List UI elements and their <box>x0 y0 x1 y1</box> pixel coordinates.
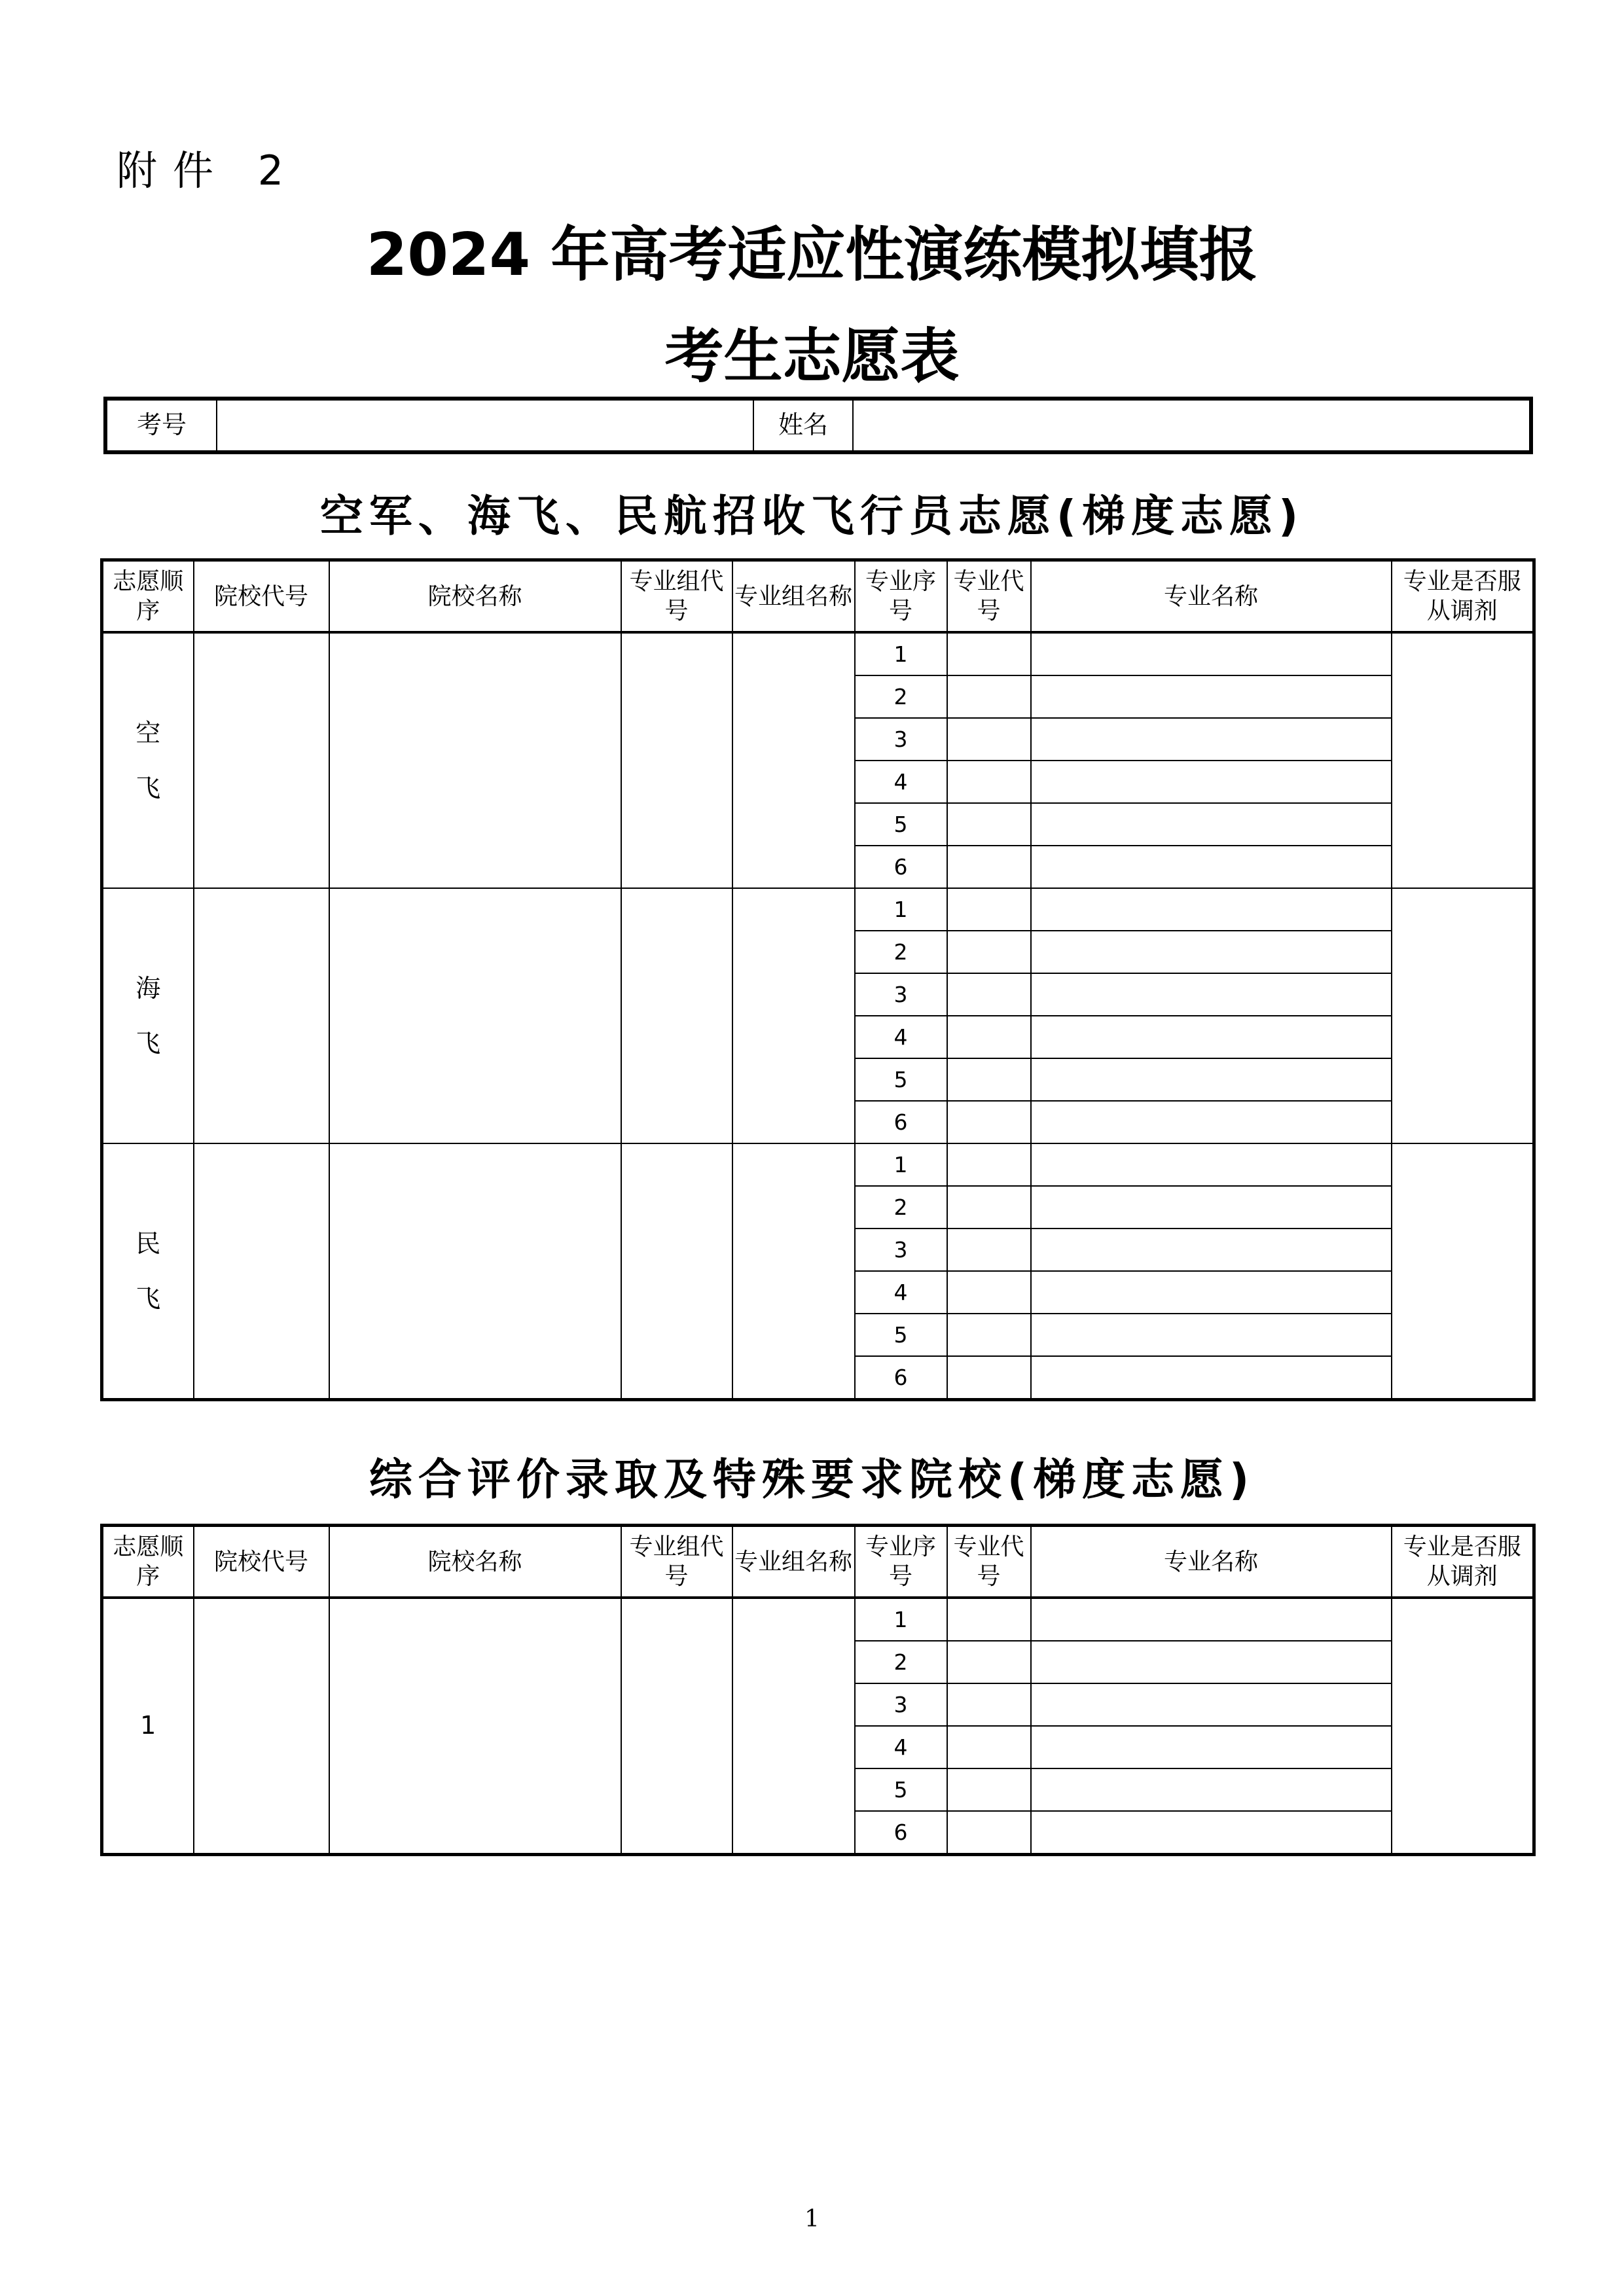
group-code-field[interactable] <box>621 632 732 888</box>
major-seq-cell: 1 <box>855 1143 947 1186</box>
wish-order-cell <box>102 1598 194 1855</box>
page-subtitle: 考生志愿表 <box>664 322 960 391</box>
table-header-row <box>102 560 1534 633</box>
major-code-field[interactable] <box>947 1229 1031 1271</box>
major-name-field[interactable] <box>1031 931 1392 973</box>
major-seq-cell: 6 <box>855 846 947 888</box>
major-seq-cell: 5 <box>855 1058 947 1101</box>
major-code-field[interactable] <box>947 1726 1031 1768</box>
major-code-field[interactable] <box>947 1186 1031 1229</box>
major-seq-cell: 2 <box>855 675 947 718</box>
group-name-field[interactable] <box>732 632 855 888</box>
school-name-field[interactable] <box>329 1598 621 1855</box>
section2-title: 综合评价录取及特殊要求院校(梯度志愿) <box>369 1454 1255 1505</box>
major-seq-cell: 1 <box>855 1598 947 1641</box>
wish-order-cell <box>102 888 194 1143</box>
major-seq-cell: 4 <box>855 1726 947 1768</box>
major-name-field[interactable] <box>1031 1314 1392 1356</box>
school-code-field[interactable] <box>194 888 329 1143</box>
col-header-group-name: 专业组名称 <box>732 560 855 633</box>
major-name-field[interactable] <box>1031 803 1392 846</box>
wish-order-char: 海 <box>135 974 161 1003</box>
major-code-field[interactable] <box>947 888 1031 931</box>
section1-title: 空军、海飞、民航招收飞行员志愿(梯度志愿) <box>319 491 1305 541</box>
col-header-major-code: 专业代号 <box>947 560 1031 633</box>
major-name-field[interactable] <box>1031 1016 1392 1058</box>
group-name-field[interactable] <box>732 888 855 1143</box>
page-number: 1 <box>804 2206 820 2233</box>
major-code-field[interactable] <box>947 931 1031 973</box>
major-seq-cell: 6 <box>855 1356 947 1400</box>
major-code-field[interactable] <box>947 761 1031 803</box>
comprehensive-wish-table <box>100 1524 1536 1856</box>
major-name-field[interactable] <box>1031 1143 1392 1186</box>
group-code-field[interactable] <box>621 888 732 1143</box>
col-header-school-code: 院校代号 <box>194 1526 329 1598</box>
exam-no-label: 考号 <box>105 399 217 452</box>
wish-order-number: 1 <box>140 1711 156 1740</box>
major-seq-cell: 5 <box>855 1314 947 1356</box>
page-title: 2024 年高考适应性演练模拟填报 <box>366 221 1258 289</box>
major-seq-cell: 3 <box>855 1229 947 1271</box>
major-code-field[interactable] <box>947 1143 1031 1186</box>
major-name-field[interactable] <box>1031 1271 1392 1314</box>
major-seq-cell: 3 <box>855 1683 947 1726</box>
major-code-field[interactable] <box>947 675 1031 718</box>
obey-adjust-field[interactable] <box>1392 632 1534 888</box>
major-seq-cell: 5 <box>855 1768 947 1811</box>
wish-order-cell <box>102 632 194 888</box>
major-code-field[interactable] <box>947 1356 1031 1400</box>
major-name-field[interactable] <box>1031 1101 1392 1143</box>
major-seq-cell: 6 <box>855 1101 947 1143</box>
major-seq-cell: 3 <box>855 973 947 1016</box>
wish-order-char: 民 <box>135 1229 161 1258</box>
major-name-field[interactable] <box>1031 718 1392 761</box>
major-seq-cell: 4 <box>855 761 947 803</box>
exam-no-field[interactable] <box>217 399 753 452</box>
major-seq-cell: 4 <box>855 1271 947 1314</box>
col-header-school-code: 院校代号 <box>194 560 329 633</box>
major-name-field[interactable] <box>1031 1683 1392 1726</box>
attachment-label: 附件 2 <box>117 147 300 194</box>
major-seq-cell: 5 <box>855 803 947 846</box>
pilot-wish-table <box>100 558 1536 1401</box>
major-code-field[interactable] <box>947 718 1031 761</box>
wish-order-char: 飞 <box>135 1029 161 1058</box>
major-name-field[interactable] <box>1031 973 1392 1016</box>
major-code-field[interactable] <box>947 1058 1031 1101</box>
major-name-field[interactable] <box>1031 846 1392 888</box>
wish-order-cell <box>102 1143 194 1400</box>
col-header-major-code: 专业代号 <box>947 1526 1031 1598</box>
wish-order-char: 飞 <box>135 774 161 802</box>
major-name-field[interactable] <box>1031 761 1392 803</box>
col-header-major-seq: 专业序号 <box>855 560 947 633</box>
major-name-field[interactable] <box>1031 675 1392 718</box>
major-code-field[interactable] <box>947 1314 1031 1356</box>
school-code-field[interactable] <box>194 1598 329 1855</box>
major-name-field[interactable] <box>1031 1229 1392 1271</box>
major-code-field[interactable] <box>947 632 1031 675</box>
major-code-field[interactable] <box>947 1641 1031 1683</box>
major-code-field[interactable] <box>947 1271 1031 1314</box>
major-code-field[interactable] <box>947 1101 1031 1143</box>
major-code-field[interactable] <box>947 1683 1031 1726</box>
col-header-school-name: 院校名称 <box>329 1526 621 1598</box>
col-header-major-name: 专业名称 <box>1031 1526 1392 1598</box>
major-seq-cell: 6 <box>855 1811 947 1855</box>
table-row <box>102 1598 1534 1641</box>
name-label: 姓名 <box>753 399 853 452</box>
school-code-field[interactable] <box>194 632 329 888</box>
major-seq-cell: 4 <box>855 1016 947 1058</box>
major-name-field[interactable] <box>1031 1641 1392 1683</box>
major-seq-cell: 3 <box>855 718 947 761</box>
major-seq-cell: 2 <box>855 1641 947 1683</box>
major-seq-cell: 1 <box>855 888 947 931</box>
major-name-field[interactable] <box>1031 632 1392 675</box>
table-row <box>102 632 1534 675</box>
group-name-field[interactable] <box>732 1598 855 1855</box>
school-code-field[interactable] <box>194 1143 329 1400</box>
major-name-field[interactable] <box>1031 888 1392 931</box>
wish-order-char: 飞 <box>135 1284 161 1313</box>
school-name-field[interactable] <box>329 888 621 1143</box>
major-code-field[interactable] <box>947 803 1031 846</box>
wish-order-char: 空 <box>135 719 161 747</box>
table-row <box>102 888 1534 931</box>
table-header-row <box>102 1526 1534 1598</box>
col-header-group-name: 专业组名称 <box>732 1526 855 1598</box>
school-name-field[interactable] <box>329 1143 621 1400</box>
group-name-field[interactable] <box>732 1143 855 1400</box>
major-code-field[interactable] <box>947 1768 1031 1811</box>
major-code-field[interactable] <box>947 1016 1031 1058</box>
major-name-field[interactable] <box>1031 1356 1392 1400</box>
col-header-major-name: 专业名称 <box>1031 560 1392 633</box>
major-code-field[interactable] <box>947 1598 1031 1641</box>
major-seq-cell: 1 <box>855 632 947 675</box>
col-header-group-code: 专业组代号 <box>621 1526 732 1598</box>
name-field[interactable] <box>853 399 1531 452</box>
obey-adjust-field[interactable] <box>1392 1598 1534 1855</box>
major-code-field[interactable] <box>947 973 1031 1016</box>
major-name-field[interactable] <box>1031 1811 1392 1855</box>
major-code-field[interactable] <box>947 1811 1031 1855</box>
obey-adjust-field[interactable] <box>1392 888 1534 1143</box>
school-name-field[interactable] <box>329 632 621 888</box>
col-header-wish-order: 志愿顺序 <box>102 560 194 633</box>
major-name-field[interactable] <box>1031 1598 1392 1641</box>
col-header-wish-order: 志愿顺序 <box>102 1526 194 1598</box>
table-row <box>102 1143 1534 1186</box>
major-code-field[interactable] <box>947 846 1031 888</box>
major-name-field[interactable] <box>1031 1186 1392 1229</box>
major-name-field[interactable] <box>1031 1768 1392 1811</box>
major-name-field[interactable] <box>1031 1058 1392 1101</box>
candidate-info-table <box>103 397 1533 454</box>
group-code-field[interactable] <box>621 1143 732 1400</box>
major-name-field[interactable] <box>1031 1726 1392 1768</box>
col-header-major-seq: 专业序号 <box>855 1526 947 1598</box>
group-code-field[interactable] <box>621 1598 732 1855</box>
obey-adjust-field[interactable] <box>1392 1143 1534 1400</box>
major-seq-cell: 2 <box>855 1186 947 1229</box>
col-header-group-code: 专业组代号 <box>621 560 732 633</box>
col-header-school-name: 院校名称 <box>329 560 621 633</box>
col-header-obey-adjust: 专业是否服从调剂 <box>1392 1526 1534 1598</box>
col-header-obey-adjust: 专业是否服从调剂 <box>1392 560 1534 633</box>
major-seq-cell: 2 <box>855 931 947 973</box>
